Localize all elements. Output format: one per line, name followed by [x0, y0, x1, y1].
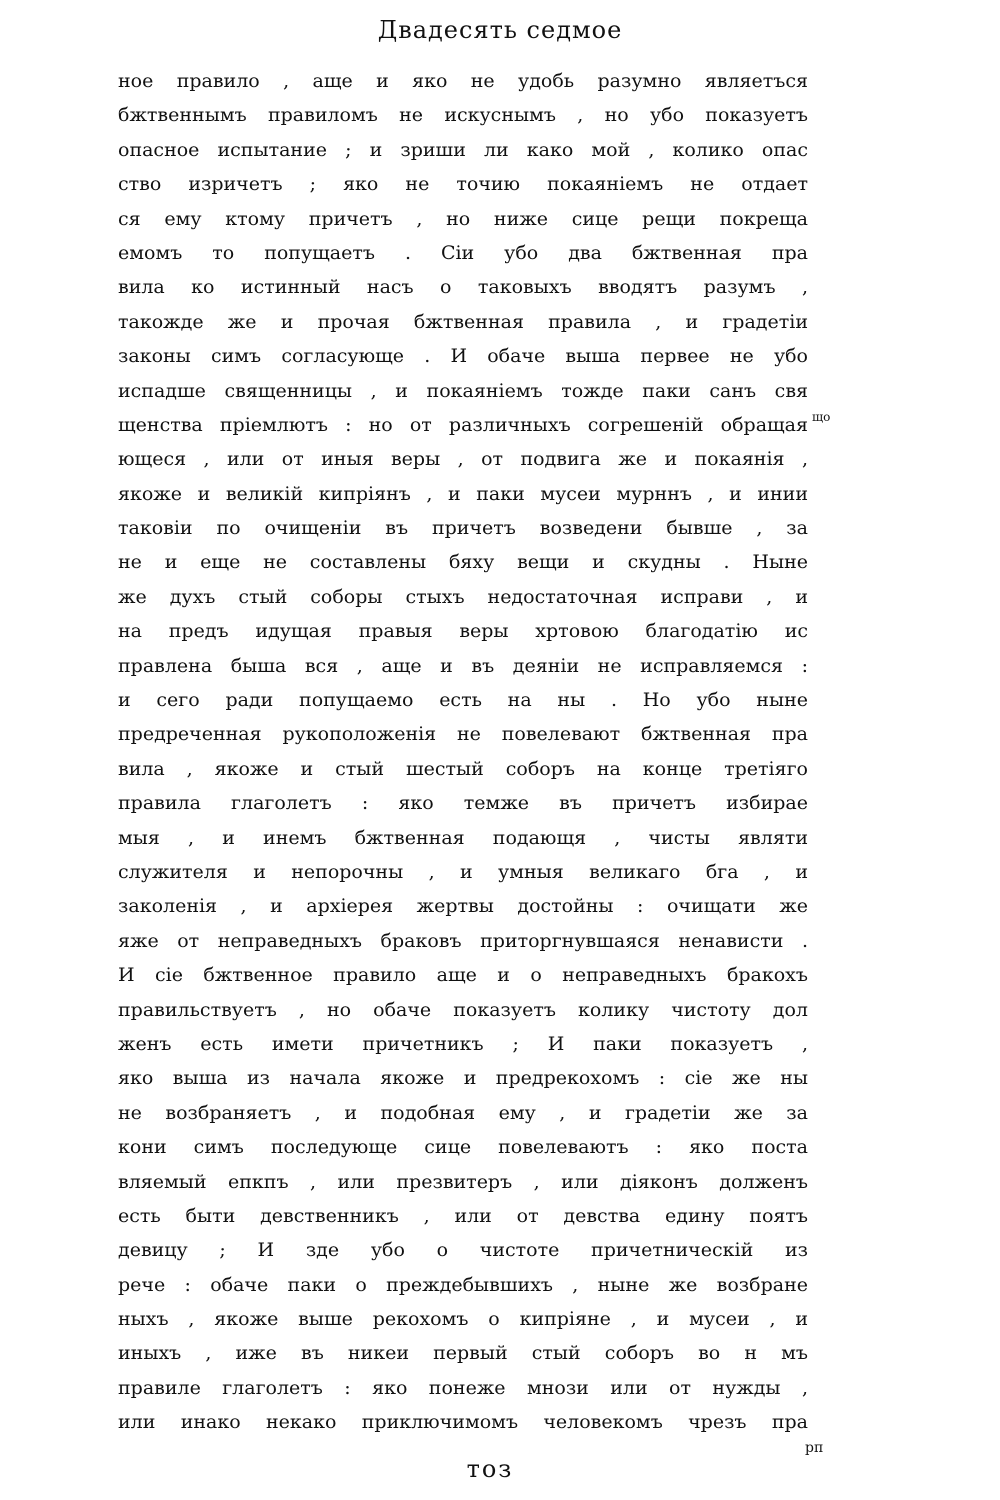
marginal-note: що — [812, 410, 831, 424]
text-line: ство изричетъ ; яко не точию покаянiемъ не отдает — [118, 173, 808, 196]
text-line: не и еще не составлены бяху вещи и скудны . Нынe — [118, 551, 808, 574]
page-number: тоз — [466, 1455, 514, 1483]
text-line: кони симъ последующе сице повелеваютъ : яко поста — [118, 1136, 808, 1159]
text-line: такожде же и прочая бжтвенная правила , и градетiи — [118, 310, 808, 333]
text-line: мыя , и инемъ бжтвенная подающя , чисты являти — [118, 826, 808, 849]
text-line: предреченная рукоположенiя не повелевают бжтвенная пра — [118, 723, 808, 746]
text-line: нe возбраняетъ , и подобная ему , и градетiи же за — [118, 1101, 808, 1124]
text-line: на предъ идущая правыя веры хртовою благодатiю ис — [118, 620, 808, 643]
text-line: женъ есть имети причетникъ ; И паки показуетъ , — [118, 1032, 808, 1055]
text-line: правлена быша вся , аще и въ деянiи не исправляемся : — [118, 654, 808, 677]
text-line: ное правило , аще и яко не удобь разумно являетъся — [118, 70, 808, 92]
text-line: и сего ради попущаемо есть на ны . Но убо нынe — [118, 689, 808, 712]
text-line: испадше священницы , и покаянiемъ тожде паки санъ свя — [118, 379, 808, 402]
body-text — [118, 64, 808, 1440]
signature-mark: рп — [805, 1440, 824, 1456]
text-line: правильствуетъ , но обаче показуетъ колику чистоту дол — [118, 998, 808, 1021]
text-line: ющеся , или от иныя веры , от подвига же и покаянiя , — [118, 448, 808, 471]
text-line: яже от неправедныхъ браковъ приторгнувшаяся ненависти . — [118, 929, 808, 952]
text-line: вила , якоже и стый шестый соборъ на концe третiяго — [118, 757, 808, 780]
text-line: девицу ; И здe убо о чистотe причетническiй из — [118, 1239, 808, 1262]
text-line: яко выша из начала якоже и предрекохомъ : сiе же ны — [118, 1067, 808, 1090]
text-line: правила глаголетъ : яко темже въ причетъ избирае — [118, 792, 808, 815]
text-line: якоже и великiй кипрiянъ , и паки мусеи мурннъ , и инии — [118, 482, 808, 505]
text-line: законы симъ согласующе . И обаче выша первее не убо — [118, 345, 808, 368]
text-line: бжтвеннымъ правиломъ не искуснымъ , но убо показуетъ — [118, 104, 808, 127]
text-line: опасное испытание ; и зриши ли како мой , колико опас — [118, 138, 808, 161]
text-line: есть быти девственникъ , или от девства едину поятъ — [118, 1204, 808, 1227]
text-line: или инако некако приключимомъ человекомъ чрезъ пра — [118, 1411, 808, 1434]
text-line: таковiи по очищенiи въ причетъ возведени бывше , за — [118, 517, 808, 540]
text-line: же духъ стый соборы стыхъ недостаточная исправи , и — [118, 585, 808, 608]
running-head: Двадесять седмое — [377, 16, 623, 44]
text-line: И сiе бжтвенное правило аще и о неправедныхъ бракохъ — [118, 964, 808, 987]
text-line: заколенiя , и архiерея жертвы достойны : очищати же — [118, 895, 808, 918]
text-line: правилe глаголетъ : яко понеже мнози или от нужды , — [118, 1376, 808, 1399]
text-line: ныхъ , якоже выше рекохомъ о кипрiянe , и мусеи , и — [118, 1308, 808, 1331]
text-line: вляемый епкпъ , или презвитеръ , или дiяконъ долженъ — [118, 1170, 808, 1193]
text-line: емомъ то попущаетъ . Сiи убо два бжтвенная пра — [118, 241, 808, 264]
text-line: щенства прiемлютъ : но от различныхъ согрешенiй обращая — [118, 413, 808, 436]
text-line: вила ко истинный насъ о таковыхъ вводятъ разумъ , — [118, 276, 808, 299]
text-line: иныхъ , иже въ никеи первый стый соборъ во н мъ — [118, 1342, 808, 1365]
text-line: рече : обаче паки о преждебывшихъ , нынe же возбране — [118, 1273, 808, 1296]
text-line: ся ему ктому причетъ , но ниже сице рещи покреща — [118, 207, 808, 230]
text-line: служителя и непорочны , и умныя великаго бга , и — [118, 860, 808, 883]
